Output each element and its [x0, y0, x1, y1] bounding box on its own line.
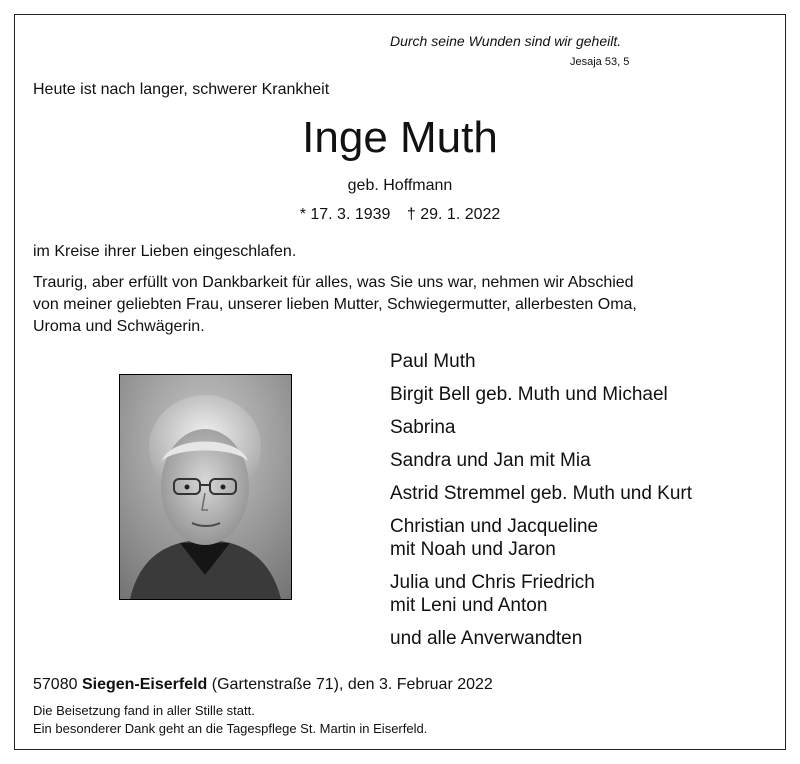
family-entry — [390, 515, 692, 561]
family-name: Birgit Bell geb. Muth und Michael — [390, 384, 668, 405]
family-name: und alle Anverwandten — [390, 628, 583, 649]
passed-text: im Kreise ihrer Lieben eingeschlafen. — [33, 243, 297, 260]
family-entry — [390, 627, 692, 650]
bible-verse: Durch seine Wunden sind wir geheilt. — [390, 33, 622, 49]
location-date-line — [33, 676, 493, 694]
farewell-line: Uroma und Schwägerin. — [33, 318, 205, 335]
farewell-paragraph — [33, 272, 637, 338]
family-list — [390, 350, 692, 660]
life-dates — [0, 206, 800, 224]
portrait-photo-icon — [120, 375, 291, 599]
family-name: Sandra und Jan mit Mia — [390, 450, 591, 471]
birth-date: * 17. 3. 1939 — [299, 206, 391, 223]
family-entry — [390, 449, 692, 472]
family-entry — [390, 383, 692, 406]
address-date: (Gartenstraße 71), den 3. Februar 2022 — [211, 676, 493, 693]
birth-name: geb. Hoffmann — [347, 177, 453, 194]
city: Siegen-Eiserfeld — [81, 676, 208, 693]
family-name: Paul Muth — [390, 351, 476, 372]
verse-reference: Jesaja 53, 5 — [570, 56, 630, 68]
family-entry — [390, 350, 692, 373]
death-date: † 29. 1. 2022 — [406, 206, 501, 223]
family-name: Astrid Stremmel geb. Muth und Kurt — [390, 483, 693, 504]
family-name: Julia und Chris Friedrich — [390, 572, 595, 593]
burial-note: Die Beisetzung fand in aller Stille statt. — [33, 703, 255, 718]
family-entry — [390, 482, 692, 505]
family-entry — [390, 571, 692, 617]
family-entry — [390, 416, 692, 439]
family-name: Sabrina — [390, 417, 456, 438]
portrait-photo — [119, 374, 292, 600]
farewell-line: von meiner geliebten Frau, unserer lieben Mutter, Schwiegermutter, allerbesten Oma, — [33, 296, 637, 313]
family-name-continued: mit Leni und Anton — [390, 595, 548, 616]
farewell-line: Traurig, aber erfüllt von Dankbarkeit für alles, was Sie uns war, nehmen wir Abschied — [33, 274, 634, 291]
postcode: 57080 — [33, 676, 78, 693]
deceased-name: Inge Muth — [302, 113, 498, 162]
intro-text: Heute ist nach langer, schwerer Krankheit — [33, 81, 330, 98]
family-name-continued: mit Noah und Jaron — [390, 539, 556, 560]
thanks-note: Ein besonderer Dank geht an die Tagespflege St. Martin in Eiserfeld. — [33, 721, 428, 736]
family-name: Christian und Jacqueline — [390, 516, 599, 537]
